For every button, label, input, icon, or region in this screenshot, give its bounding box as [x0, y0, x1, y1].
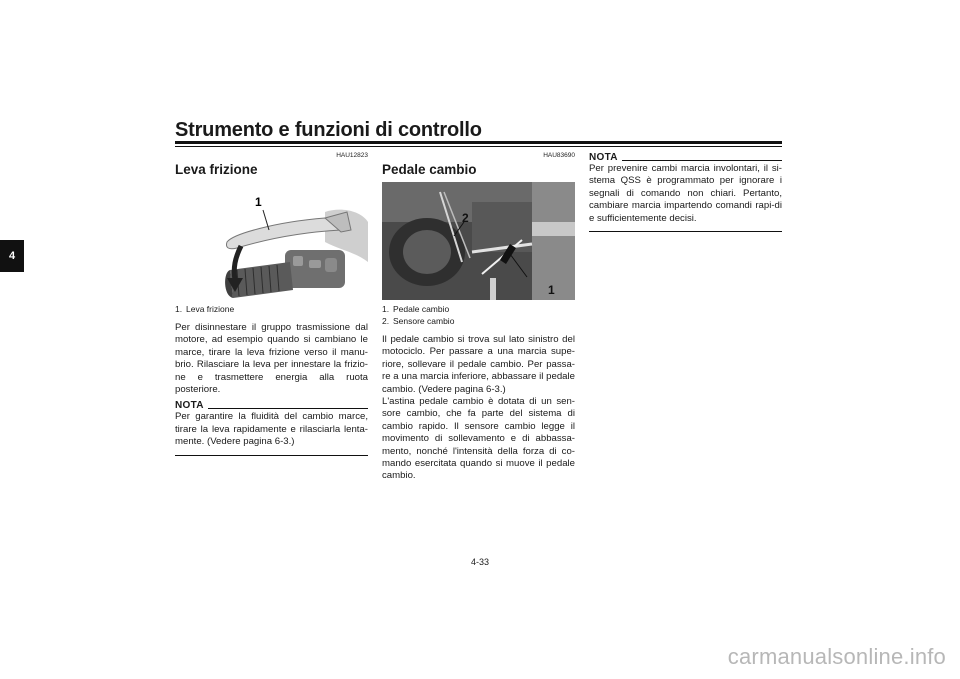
- watermark: carmanualsonline.info: [727, 644, 946, 669]
- callout-1: 1: [548, 283, 555, 297]
- caption-text: Sensore cambio: [393, 316, 455, 326]
- header-rule-thin: [175, 146, 782, 147]
- nota-text: Per garantire la fluidità del cambio marce, tirare la leva rapidamente e rilasciarla lenta-mente. (Vedere pagina 6-3.): [175, 411, 368, 448]
- clutch-paragraph: Per disinnestare il gruppo trasmissione dal motore, ad esempio quando si cambiano le marce, tirare la leva frizione verso il manu-brio. Rilasciare la leva per innestare la frizio-ne e trasmettere energia alla ruota posteriore.: [175, 322, 368, 396]
- section-heading-clutch: Leva frizione: [175, 162, 258, 177]
- nota-header: [589, 152, 782, 163]
- callout-2: 2: [462, 211, 469, 225]
- page-number: 4-33: [470, 557, 489, 567]
- header-rule: [175, 141, 782, 144]
- caption-line-2: [382, 315, 575, 327]
- right-column: [589, 152, 782, 232]
- section-heading-shift: Pedale cambio: [382, 162, 477, 177]
- section-code: HAU83690: [543, 152, 575, 159]
- nota-end-rule: [175, 455, 368, 456]
- nota-header: [175, 400, 368, 411]
- clutch-lever-illustration: [175, 182, 368, 300]
- left-column: [175, 152, 368, 456]
- nota-label: NOTA: [175, 400, 204, 412]
- figure-caption: [175, 303, 368, 315]
- middle-column: [382, 152, 575, 483]
- section-code: HAU12823: [336, 152, 368, 159]
- shift-pedal-photo: [382, 182, 575, 300]
- page-title: Strumento e funzioni di controllo: [175, 119, 482, 141]
- caption-line-1: [382, 303, 575, 315]
- callout-1: 1: [255, 195, 262, 209]
- shift-paragraph-1: Il pedale cambio si trova sul lato sinistro del motociclo. Per passare a una marcia supe-riore, sollevare il pedale cambio. Per passa-re a una marcia inferiore, abbassare il pedale cambio. (Vedere pagina 6-3.): [382, 334, 575, 395]
- caption-text: Leva frizione: [186, 304, 235, 314]
- nota-rule: [622, 160, 782, 161]
- caption-number: 2.: [382, 316, 390, 326]
- caption-text: Pedale cambio: [393, 304, 450, 314]
- nota-rule: [208, 408, 368, 409]
- shift-paragraph-2: L'astina pedale cambio è dotata di un sen-sore cambio, che fa parte del sistema di cambio rapido. Il sensore cambio legge il movimento di sollevamento e di abbassa-mento, nonché l'intensità della forza di co-mando esercitata quando si muove il pedale cambio.: [382, 396, 575, 482]
- nota-label: NOTA: [589, 152, 618, 163]
- caption-number: 1.: [382, 304, 390, 314]
- figure-caption: [382, 303, 575, 327]
- nota-text: Per prevenire cambi marcia involontari, il si-stema QSS è programmato per ignorare i segnali di comando non chiari. Pertanto, cambiare marcia impartendo comandi rapi-di e sufficientemente decisi.: [589, 163, 782, 224]
- nota-end-rule: [589, 231, 782, 232]
- chapter-tab: 4: [0, 240, 24, 272]
- caption-number: 1.: [175, 304, 183, 314]
